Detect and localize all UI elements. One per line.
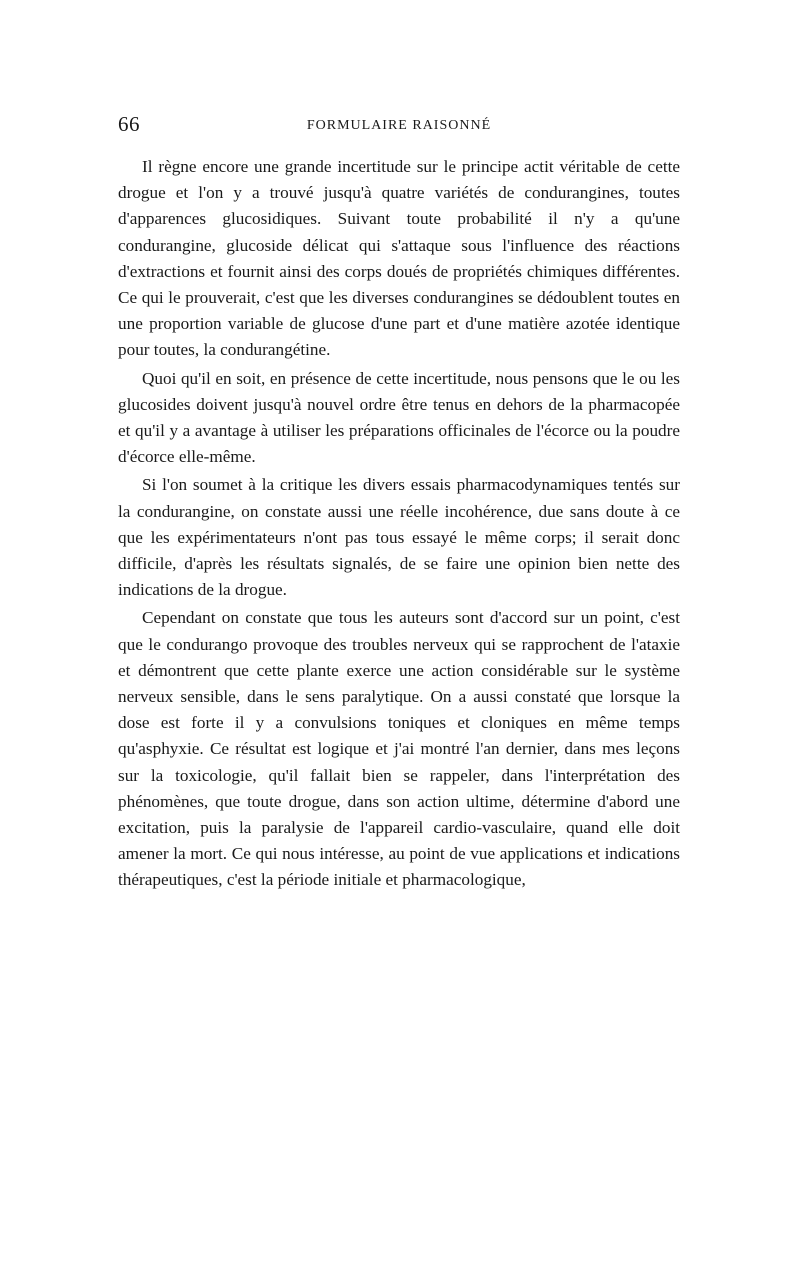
page-header [118, 112, 680, 142]
body-text [118, 154, 680, 894]
paragraph-3: Si l'on soumet à la critique les divers essais pharmacodynamiques tentés sur la condurangine, on constate aussi une réelle incohérence, due sans doute à ce que les expérimentateurs n'ont pas tous essayé le même corps; il serait donc difficile, d'après les résultats signalés, de se faire une opinion bien nette des indications de la drogue. [118, 475, 680, 600]
paragraph-2: Quoi qu'il en soit, en présence de cette incertitude, nous pensons que le ou les glucosides doivent jusqu'à nouvel ordre être tenus en dehors de la pharmacopée et qu'il y a avantage à utiliser les préparations officinales de l'écorce ou la poudre d'écorce elle-même. [118, 368, 680, 467]
page-number: 66 [118, 112, 140, 136]
paragraph-4: Cependant on constate que tous les auteurs sont d'accord sur un point, c'est que le condurango provoque des troubles nerveux qui se rapprochent de l'ataxie et démontrent que cette plante exerce une action considérable sur le système nerveux sensible, dans le sens paralytique. On a aussi constaté que lorsque la dose est forte il y a convulsions toniques et cloniques en même temps qu'asphyxie. Ce résultat est logique et j'ai montré l'an dernier, dans mes leçons sur la toxicologie, qu'il fallait bien se rappeler, dans l'interprétation des phénomènes, que toute drogue, dans son action ultime, détermine d'abord une excitation, puis la paralysie de l'appareil cardio-vasculaire, quand elle doit amener la mort. Ce qui nous intéresse, au point de vue applications et indications thérapeutiques, c'est la période initiale et pharmacologique, [118, 608, 680, 890]
paragraph-1: Il règne encore une grande incertitude sur le principe actit véritable de cette drogue et l'on y a trouvé jusqu'à quatre variétés de condurangines, toutes d'apparences glucosidiques. Suivant toute probabilité il n'y a qu'une condurangine, glucoside délicat qui s'attaque sous l'influence des réactions d'extractions et fournit ainsi des corps doués de propriétés chimiques différentes. Ce qui le prouverait, c'est que les diverses condurangines se dédoublent toutes en une proportion variable de glucose d'une part et d'une matière azotée identique pour toutes, la condurangétine. [118, 157, 680, 360]
running-title: FORMULAIRE RAISONNÉ [306, 118, 492, 133]
